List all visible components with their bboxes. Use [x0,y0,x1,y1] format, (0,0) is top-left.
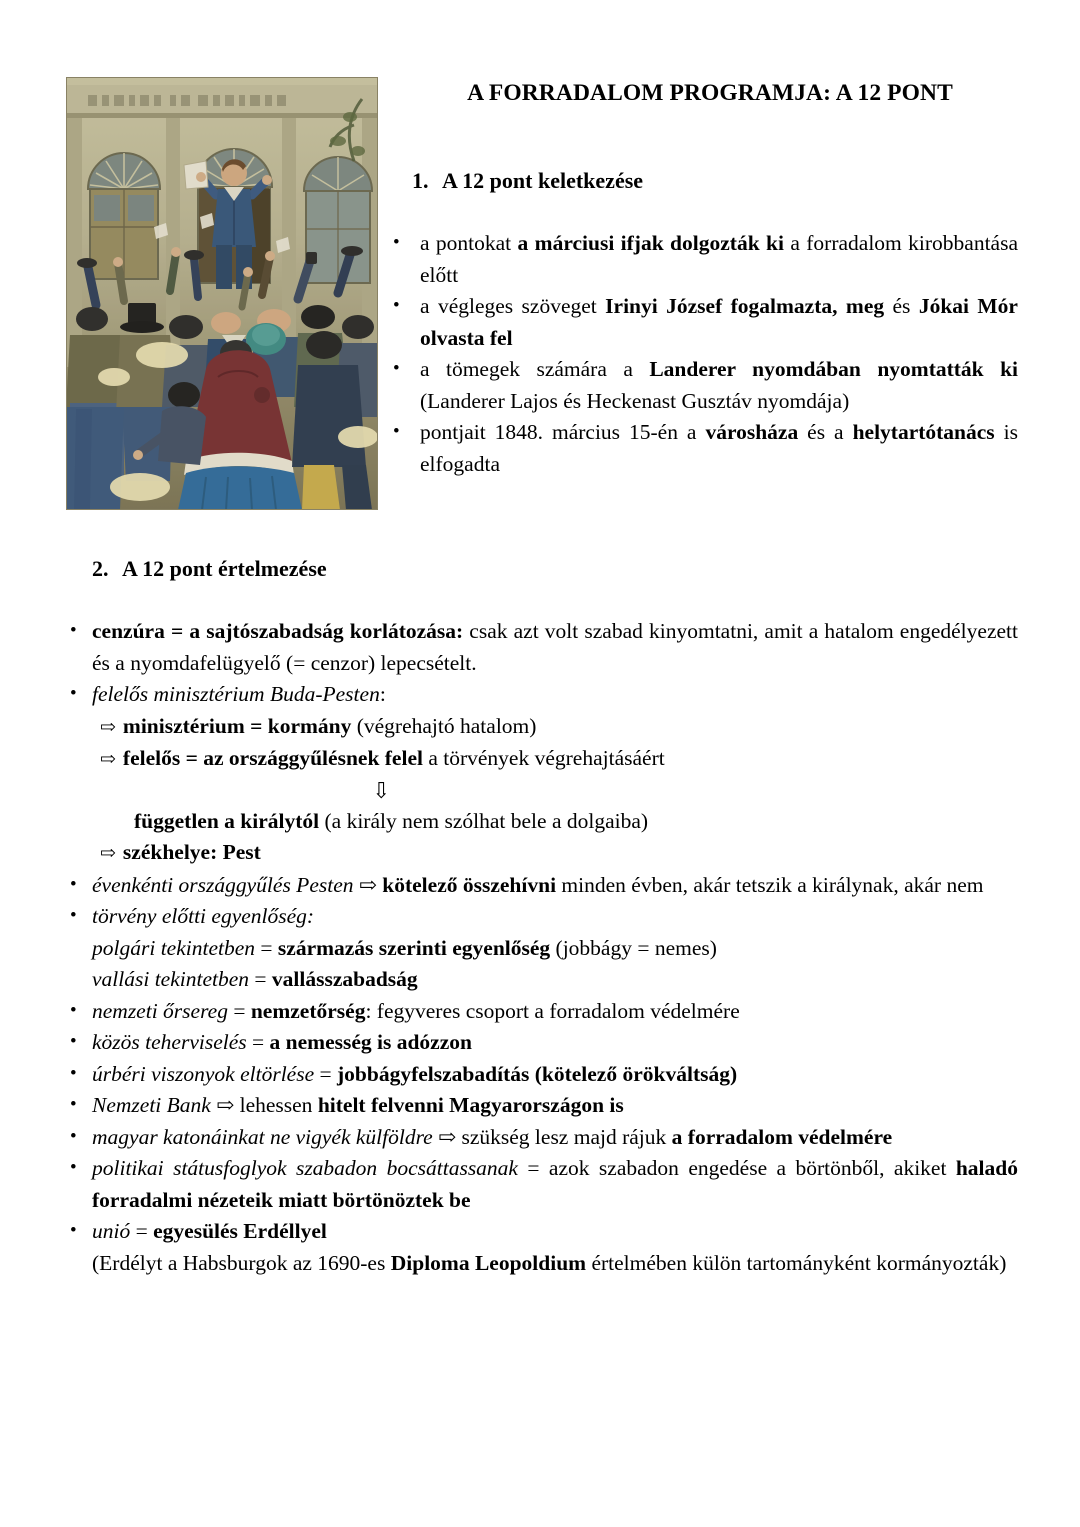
text-run: is elfogadta [420,420,1018,476]
section-2-title: A 12 pont értelmezése [122,556,327,581]
bullet-text [92,1219,327,1243]
list-item [390,417,1018,480]
text-run: felelős minisztérium Buda-Pesten [92,682,380,706]
list-item [66,1122,1018,1154]
text-run: : fegyveres csoport a forradalom védelmére [365,998,740,1023]
text-run: = [227,998,251,1023]
continuation-line [92,1248,1018,1280]
sub-item [92,837,1018,870]
text-run: csak azt volt szabad kinyomtatni, amit a hatalom engedélyezett és a nyomdafelügyelő (= cenzor) lepecsételt. [92,619,1018,675]
bullet-text [92,619,1018,675]
section-2-bullet-list [66,616,1018,1279]
text-run: = [255,935,278,960]
text-run: városháza [705,420,799,444]
text-run: és a [798,420,853,444]
continuation-line [92,933,1018,965]
sub-item-text [123,840,261,864]
arrow-down-icon: ⇩ [372,777,391,803]
arrow-right-icon: ⇨ [100,843,116,864]
text-run: helytartótanács [852,420,995,444]
text-run: vallási tekintetben [92,967,250,991]
section-2-heading [92,556,327,582]
text-run: (a király nem szólhat bele a dolgaiba) [319,808,649,833]
text-run: ⇨ szükség lesz majd rájuk [432,1124,672,1149]
text-run: jobbágyfelszabadítás (kötelező örökváltság) [337,1061,738,1086]
text-run: székhelye: Pest [122,840,261,864]
arrow-right-icon: ⇨ [100,716,116,738]
section-2-number: 2. [92,556,109,581]
text-run: : [379,682,386,706]
text-run: = [246,1030,270,1054]
sub-item [92,711,1018,744]
text-run: kötelező összehívni [382,872,557,897]
section-2-bullet-block [66,616,1018,1279]
text-run: nemzetőrség [250,998,366,1023]
section-1-bullet-block [390,228,1018,480]
bullet-text [92,999,740,1023]
text-run: nemzeti őrsereg [92,998,228,1023]
text-run: ⇨ lehessen [210,1093,318,1117]
list-item [66,1059,1018,1091]
indented-line [92,806,1018,838]
text-run: magyar katonáinkat ne vigyék külföldre [92,1124,433,1149]
sub-item-text [123,714,537,738]
list-item [66,1153,1018,1216]
text-run: minisztérium = kormány [122,713,352,738]
text-run: politikai státusfoglyok szabadon bocsáttassanak [92,1156,518,1180]
text-run: (Landerer Lajos és Heckenast Gusztáv nyomdája) [420,388,850,413]
text-run: független a királytól [134,808,320,833]
list-item [66,616,1018,679]
text-run: úrbéri viszonyok eltörlése [92,1061,315,1086]
text-run: pontjait 1848. március 15-én a [420,420,706,444]
bullet-text [92,873,984,897]
revolution-illustration [66,77,378,510]
text-run: a nemesség is adózzon [269,1030,472,1054]
text-run: minden évben, akár tetszik a királynak, akár nem [556,872,984,897]
list-item [66,1090,1018,1122]
section-1-bullet-list [390,228,1018,480]
text-run: Nemzeti Bank [92,1093,211,1117]
list-item [390,291,1018,354]
text-run: = [249,967,272,991]
text-run: polgári tekintetben [92,935,256,960]
text-run: közös teherviselés [92,1030,247,1054]
text-run: származás szerinti egyenlőség [277,935,551,960]
text-run: haladó forradalmi nézeteik miatt börtönöztek be [92,1156,1018,1212]
bullet-text [92,904,314,928]
text-run: Irinyi József fogalmazta, meg [605,294,885,318]
bullet-text [92,1125,892,1149]
text-run: = azok szabadon engedése a börtönből, akiket [517,1156,956,1180]
text-run: Jókai Mór olvasta fel [420,294,1018,350]
bullet-text [92,1030,472,1054]
text-run: felelős = az országgyűlésnek felel [122,746,423,770]
text-run: a forradalom védelmére [671,1124,893,1149]
list-item [66,870,1018,902]
text-run: unió [92,1219,131,1243]
text-run: = [130,1219,154,1243]
bullet-text [92,682,386,706]
text-run: a forradalom kirobbantása előtt [420,231,1018,287]
text-run: vallásszabadság [271,967,418,991]
text-run: értelmében külön tartományként kormányozták) [586,1250,1007,1275]
text-run: (végrehajtó hatalom) [351,713,537,738]
list-item [66,679,1018,870]
text-run: a végleges szöveget [420,294,606,318]
list-item [66,901,1018,996]
text-run: cenzúra = a sajtószabadság korlátozása: [92,619,464,643]
text-run: évenkénti országgyűlés Pesten [92,872,354,897]
list-item [66,1216,1018,1279]
section-1-heading [412,168,643,194]
text-run: a törvények végrehajtásáért [422,746,665,770]
text-run: és [884,294,919,318]
bullet-text [92,1093,624,1117]
text-run: Diploma Leopoldium [390,1250,587,1275]
arrow-right-icon: ⇨ [100,749,116,770]
illustration-artwork [66,77,378,510]
sub-item-text [123,746,665,770]
text-run: a tömegek számára a [420,357,650,381]
bullet-text [92,1062,737,1086]
text-run: törvény előtti egyenlőség: [92,904,315,928]
text-run: Landerer nyomdában nyomtatták ki [649,357,1019,381]
sub-item [92,743,1018,776]
text-run: hitelt felvenni Magyarországon is [317,1093,624,1117]
bullet-text [92,1156,1018,1212]
text-run: = [314,1061,338,1086]
section-1-number: 1. [412,168,429,193]
list-item [390,354,1018,417]
text-run: a pontokat [420,231,518,255]
list-item [66,996,1018,1028]
text-run: (Erdélyt a Habsburgok az 1690-es [92,1250,391,1275]
text-run: ⇨ [353,872,383,897]
section-1-title: A 12 pont keletkezése [442,168,644,193]
page-title: A FORRADALOM PROGRAMJA: A 12 PONT [467,80,953,106]
list-item [390,228,1018,291]
text-run: (jobbágy = nemes) [550,935,717,960]
list-item [66,1027,1018,1059]
text-run: egyesülés Erdéllyel [153,1219,327,1243]
continuation-line [92,964,1018,996]
text-run: a márciusi ifjak dolgozták ki [517,231,784,255]
